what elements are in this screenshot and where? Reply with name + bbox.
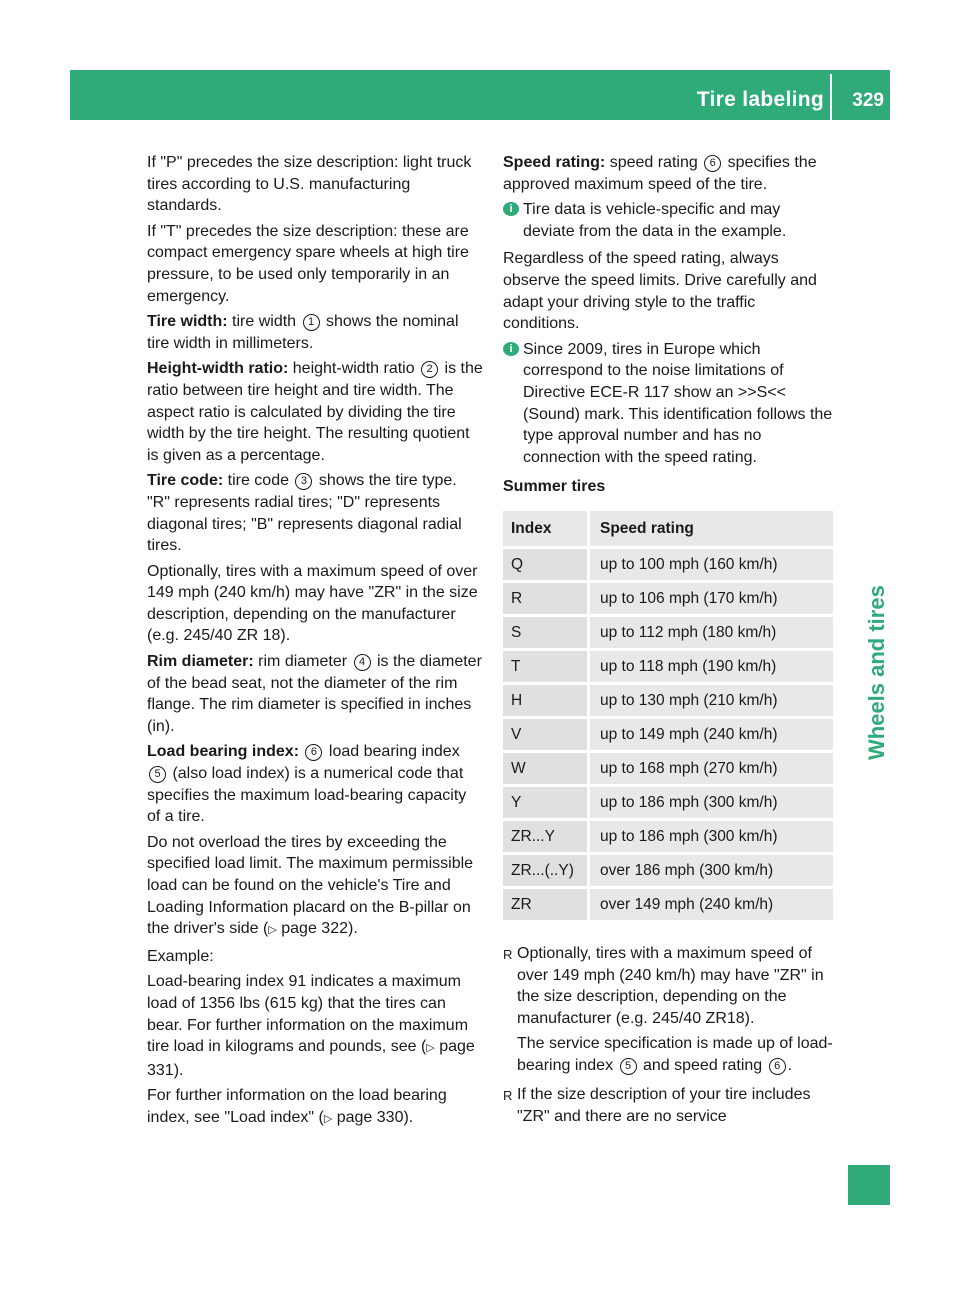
paragraph-height-width-ratio: [147, 358, 483, 466]
table-row: [503, 753, 833, 784]
speed-cell: up to 130 mph (210 km/h): [587, 685, 833, 716]
table-row: [503, 583, 833, 614]
paragraph-load-index: [147, 741, 483, 827]
table-header-row: [503, 511, 833, 546]
callout-6-icon: 6: [704, 155, 721, 172]
paragraph-optional-zr: Optionally, tires with a maximum speed of over 149 mph (240 km/h) may have "ZR" in the size description, depending on the manufacturer (e.g. 245/40 ZR 18).: [147, 562, 478, 645]
callout-4-icon: 4: [354, 654, 371, 671]
tire-code-label: Tire code:: [147, 472, 224, 490]
list-item-body: [517, 943, 833, 1081]
ratio-label: Height-width ratio:: [147, 360, 289, 378]
page-ref-link[interactable]: page 330).: [336, 1108, 414, 1126]
paragraph-t-prefix: If "T" precedes the size description: these are compact emergency spare wheels at high tire pressure, to be used only temporarily in an emergency.: [147, 222, 469, 305]
text: rim diameter: [258, 653, 348, 671]
table-row: [503, 549, 833, 580]
speed-cell: up to 186 mph (300 km/h): [587, 821, 833, 852]
side-tab[interactable]: [848, 120, 890, 770]
column-header-index: Index: [503, 511, 587, 546]
text: The service specification is made up of load-bearing index: [517, 1035, 833, 1074]
info-note-text: Since 2009, tires in Europe which correspond to the noise limitations of Directive ECE-R 117 show an >>S<< (Sound) mark. This identification follows the type approval number and has no connection with the speed rating.: [523, 340, 833, 466]
text: shows the tire type. "R" represents radial tires; "D" represents diagonal tires; "B" represents diagonal radial tires.: [147, 472, 462, 555]
page-ref-link[interactable]: page 322).: [281, 920, 358, 938]
speed-cell: over 186 mph (300 km/h): [587, 855, 833, 886]
tire-width-label: Tire width:: [147, 313, 228, 331]
speed-cell: up to 118 mph (190 km/h): [587, 651, 833, 682]
text: .: [787, 1056, 793, 1074]
index-cell: V: [503, 719, 587, 750]
table-row: [503, 821, 833, 852]
table-row: [503, 617, 833, 648]
info-note: [503, 339, 833, 469]
info-icon: i: [503, 342, 519, 356]
paragraph-tire-code: [147, 470, 483, 556]
callout-5-icon: 5: [149, 766, 166, 783]
index-cell: ZR: [503, 889, 587, 920]
page-ref-arrow-icon: ▷: [268, 924, 277, 937]
list-item: [503, 943, 833, 1081]
text: (also load index) is a numerical code that specifies the maximum load-bearing capacity of a tire.: [147, 765, 467, 826]
page-title: Tire labeling: [696, 88, 824, 111]
paragraph-regardless: Regardless of the speed rating, always observe the speed limits. Drive carefully and adapt your driving style to the traffic conditions.: [503, 250, 817, 333]
paragraph-overload: [147, 832, 483, 942]
index-cell: ZR...(..Y): [503, 855, 587, 886]
paragraph-speed-rating: [503, 152, 833, 195]
callout-2-icon: 2: [421, 361, 438, 378]
bullet-icon: R: [503, 946, 513, 962]
callout-3-icon: 3: [295, 473, 312, 490]
text: tire width: [232, 313, 297, 331]
example-label: Example:: [147, 947, 214, 965]
bullet-text: Optionally, tires with a maximum speed of over 149 mph (240 km/h) may have "ZR" in the size description, depending on the manufacturer (e.g. 245/40 ZR18).: [517, 944, 824, 1027]
text: is the ratio between tire height and tire width. The aspect ratio is calculated by dividing the tire width by the tire height. The resulting quotient is given as a percentage.: [147, 360, 483, 464]
bullet-icon: R: [503, 1088, 513, 1104]
text: height-width ratio: [292, 360, 415, 378]
text: load bearing index: [328, 743, 460, 761]
paragraph-rim-diameter: [147, 651, 483, 737]
index-cell: ZR...Y: [503, 821, 587, 852]
text: is the diameter of the bead seat, not the diameter of the rim flange. The rim diameter is specified in inches (in).: [147, 653, 482, 735]
index-cell: Y: [503, 787, 587, 818]
speed-cell: up to 149 mph (240 km/h): [587, 719, 833, 750]
right-column: [503, 152, 833, 1136]
index-cell: H: [503, 685, 587, 716]
left-column: [147, 152, 483, 1135]
speed-cell: up to 168 mph (270 km/h): [587, 753, 833, 784]
index-cell: S: [503, 617, 587, 648]
page-ref-arrow-icon: ▷: [323, 1112, 333, 1125]
header-divider: [830, 74, 832, 120]
bullet-text: If the size description of your tire includes "ZR" and there are no service: [517, 1086, 811, 1126]
table-row: [503, 651, 833, 682]
side-tab-marker: [848, 1165, 890, 1205]
speed-rating-table: [503, 508, 833, 923]
text: shows the nominal tire width in millimeters.: [147, 313, 459, 352]
text: Load-bearing index 91 indicates a maximum load of 1356 lbs (615 kg) that the tires can bear. For further information on the maximum tire load in kilograms and pounds, see (: [147, 973, 469, 1056]
speed-cell: up to 112 mph (180 km/h): [587, 617, 833, 648]
text: Do not overload the tires by exceeding the specified load limit. The maximum permissible load can be found on the vehicle's Tire and Loading Information placard on the B-pillar on the driver's side (: [147, 833, 474, 938]
info-note-text: Tire data is vehicle-specific and may deviate from the data in the example.: [523, 201, 787, 240]
callout-1-icon: 1: [303, 314, 320, 331]
text: speed rating: [609, 154, 698, 171]
column-header-speed-rating: Speed rating: [587, 511, 833, 546]
paragraph-further-info: [147, 1085, 483, 1130]
table-row: [503, 787, 833, 818]
page-ref-arrow-icon: ▷: [426, 1042, 435, 1055]
text: specifies the approved maximum speed of the tire.: [503, 154, 817, 193]
index-cell: R: [503, 583, 587, 614]
paragraph-p-prefix: If "P" precedes the size description: light truck tires according to U.S. manufacturing standards.: [147, 154, 472, 215]
index-cell: T: [503, 651, 587, 682]
info-note: [503, 199, 833, 242]
page-number: 329: [852, 90, 884, 111]
speed-cell: up to 106 mph (170 km/h): [587, 583, 833, 614]
index-cell: Q: [503, 549, 587, 580]
table-row: [503, 719, 833, 750]
list-item: [503, 1084, 833, 1131]
header-bar: [70, 70, 890, 120]
text: For further information on the load bearing index, see "Load index" (: [147, 1087, 447, 1126]
callout-5-icon: 5: [620, 1058, 637, 1075]
speed-cell: up to 186 mph (300 km/h): [587, 787, 833, 818]
index-cell: W: [503, 753, 587, 784]
bullet-list: [503, 943, 833, 1132]
speed-rating-label: Speed rating:: [503, 154, 606, 171]
speed-cell: up to 100 mph (160 km/h): [587, 549, 833, 580]
callout-6-icon: 6: [769, 1058, 786, 1075]
table-row: [503, 855, 833, 886]
bullet-subtext: [517, 1033, 833, 1076]
table-row: [503, 889, 833, 920]
rim-diameter-label: Rim diameter:: [147, 653, 254, 671]
summer-tires-heading: Summer tires: [503, 478, 606, 496]
callout-6-icon: 6: [305, 744, 322, 761]
info-icon: i: [503, 202, 519, 216]
load-index-label: Load bearing index:: [147, 743, 300, 761]
speed-cell: over 149 mph (240 km/h): [587, 889, 833, 920]
paragraph-tire-width: [147, 311, 483, 354]
table-row: [503, 685, 833, 716]
side-tab-label: Wheels and tires: [864, 585, 889, 760]
text: tire code: [227, 472, 289, 490]
text: and speed rating: [642, 1056, 763, 1074]
list-item-body: [517, 1084, 833, 1131]
paragraph-example: [147, 971, 483, 1081]
page-ref-link[interactable]: page 331).: [147, 1038, 475, 1079]
